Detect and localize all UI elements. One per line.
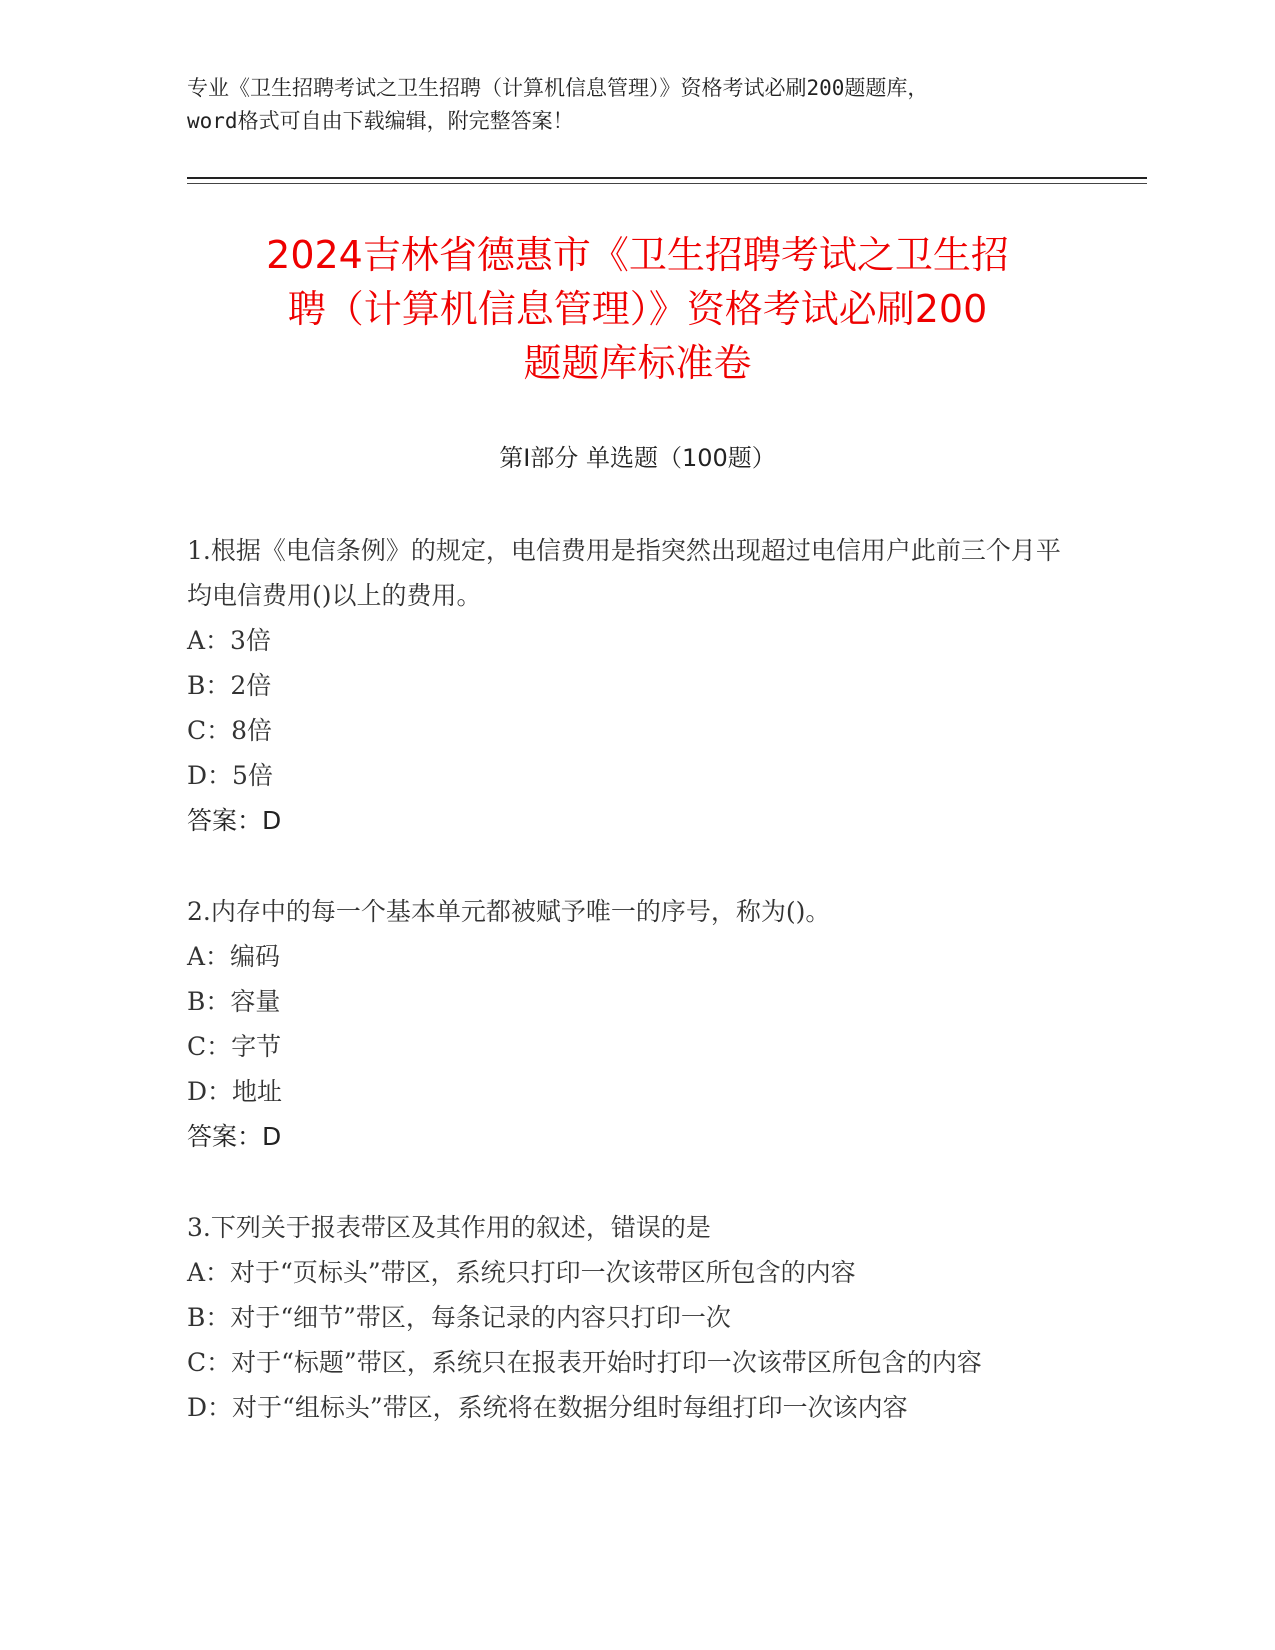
header-line-2: word格式可自由下载编辑，附完整答案！ xyxy=(187,109,574,133)
option-b: B：容量 xyxy=(187,987,281,1016)
document-header xyxy=(187,72,1087,138)
title-line-1: 2024吉林省德惠市《卫生招聘考试之卫生招 xyxy=(266,233,1009,277)
option-b: B：对于“细节”带区，每条记录的内容只打印一次 xyxy=(187,1303,731,1332)
question-3 xyxy=(187,1205,1067,1430)
question-1 xyxy=(187,528,1067,843)
title-line-3: 题题库标准卷 xyxy=(523,341,752,385)
option-c: C：对于“标题”带区，系统只在报表开始时打印一次该带区所包含的内容 xyxy=(187,1348,982,1377)
option-d: D：地址 xyxy=(187,1077,283,1106)
option-c: C：字节 xyxy=(187,1032,282,1061)
question-text: 2.内存中的每一个基本单元都被赋予唯一的序号，称为()。 xyxy=(187,897,831,926)
header-divider-thick xyxy=(187,177,1147,179)
question-2 xyxy=(187,889,1067,1159)
option-b: B：2倍 xyxy=(187,671,272,700)
option-c: C：8倍 xyxy=(187,716,273,745)
document-title xyxy=(150,228,1125,390)
option-a: A：对于“页标头”带区，系统只打印一次该带区所包含的内容 xyxy=(187,1258,856,1287)
option-a: A：3倍 xyxy=(187,626,271,655)
option-d: D：5倍 xyxy=(187,761,273,790)
answer: 答案：D xyxy=(187,806,282,835)
header-line-1: 专业《卫生招聘考试之卫生招聘（计算机信息管理）》资格考试必刷200题题库， xyxy=(187,76,929,100)
answer: 答案：D xyxy=(187,1122,282,1151)
header-divider-thin xyxy=(187,183,1147,184)
section-title: 第Ⅰ部分 单选题（100题） xyxy=(499,444,776,472)
option-a: A：编码 xyxy=(187,942,281,971)
question-text: 3.下列关于报表带区及其作用的叙述，错误的是 xyxy=(187,1213,711,1242)
option-d: D：对于“组标头”带区，系统将在数据分组时每组打印一次该内容 xyxy=(187,1393,908,1422)
title-line-2: 聘（计算机信息管理）》资格考试必刷200 xyxy=(287,287,988,331)
question-text: 1.根据《电信条例》的规定，电信费用是指突然出现超过电信用户此前三个月平均电信费用()以上的费用。 xyxy=(187,536,1061,610)
question-list xyxy=(187,528,1067,1476)
